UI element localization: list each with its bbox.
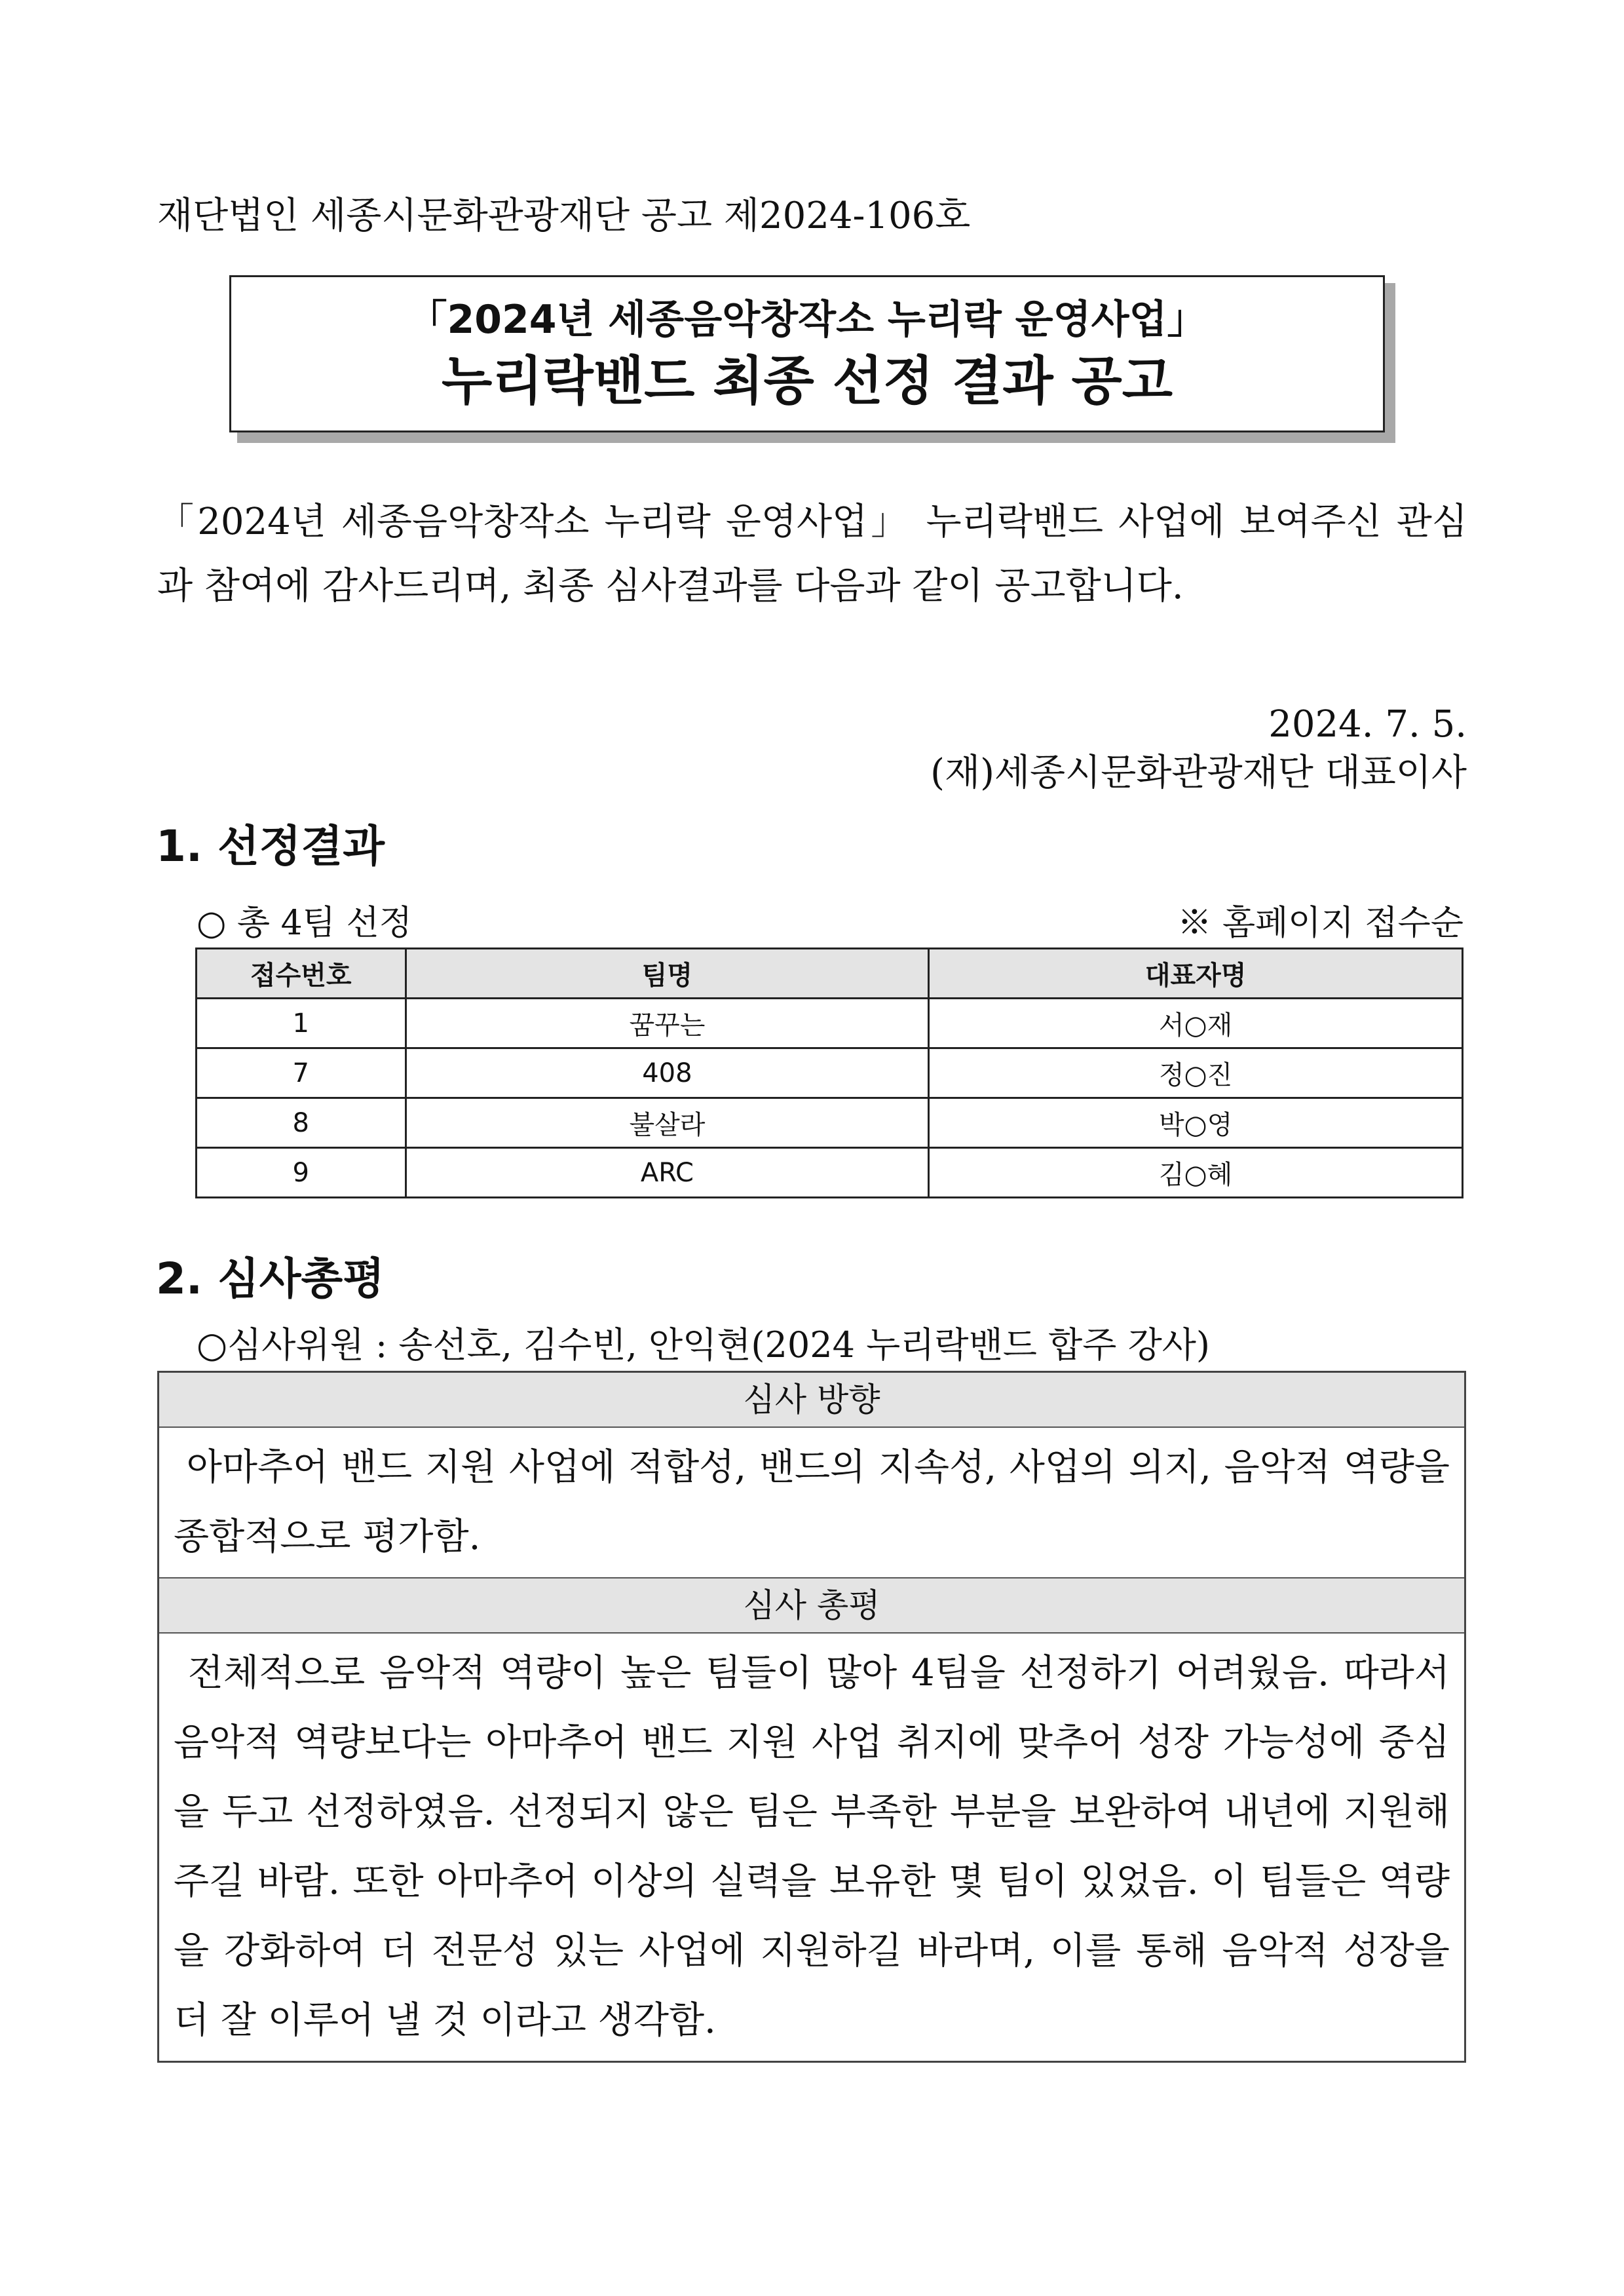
review-direction-heading: 심사 방향 <box>159 1373 1464 1428</box>
table-row <box>197 999 1463 1048</box>
cell-representative: 박○영 <box>929 1098 1463 1148</box>
section-1-title: 1. 선정결과 <box>156 821 385 871</box>
cell-representative: 서○재 <box>929 999 1463 1048</box>
section-2-title: 2. 심사총평 <box>156 1253 385 1304</box>
table-row <box>197 1098 1463 1148</box>
cell-representative: 정○진 <box>929 1048 1463 1098</box>
table-row <box>197 1048 1463 1098</box>
header-team-name: 팀명 <box>406 949 929 999</box>
notice-date: 2024. 7. 5. <box>1268 703 1467 746</box>
order-note: ※ 홈페이지 접수순 <box>1177 904 1463 943</box>
result-table <box>195 947 1463 1198</box>
cell-team-name: 꿈꾸는 <box>406 999 929 1048</box>
cell-receipt-number: 7 <box>197 1048 406 1098</box>
cell-representative: 김○혜 <box>929 1148 1463 1198</box>
cell-receipt-number: 8 <box>197 1098 406 1148</box>
cell-receipt-number: 9 <box>197 1148 406 1198</box>
review-summary-text <box>159 1634 1464 2061</box>
notice-issuer: (재)세종시문화관광재단 대표이사 <box>930 752 1467 794</box>
review-box <box>157 1371 1466 2063</box>
intro-paragraph: 「2024년 세종음악창작소 누리락 운영사업」 누리락밴드 사업에 보여주신 관심과 참여에 감사드리며, 최종 심사결과를 다음과 같이 공고합니다. <box>157 501 1467 607</box>
title-line-2: 누리락밴드 최종 선정 결과 공고 <box>441 351 1173 411</box>
table-row <box>197 1148 1463 1198</box>
review-summary-heading: 심사 총평 <box>159 1578 1464 1634</box>
review-summary-body: 전체적으로 음악적 역량이 높은 팀들이 많아 4팀을 선정하기 어려웠음. 따라서 음악적 역량보다는 아마추어 밴드 지원 사업 취지에 맞추어 성장 가능성에 중심을 두고 선정하였음. 선정되지 않은 팀은 부족한 부분을 보완하여 내년에 지원해주길 바람. 또한 아마추어 이상의 실력을 보유한 몇 팀이 있었음. 이 팀들은 역량을 강화하여 더 전문성 있는 사업에 지원하길 바라며, 이를 통해 음악적 성장을 더 잘 이루어 낼 것 이라고 생각함. <box>174 1652 1450 2042</box>
judges-line: ○심사위원 : 송선호, 김수빈, 안익현(2024 누리락밴드 합주 강사) <box>197 1324 1210 1366</box>
header-receipt-number: 접수번호 <box>197 949 406 999</box>
title-line-1: 「2024년 세종음악창작소 누리락 운영사업」 <box>407 297 1207 343</box>
header-representative: 대표자명 <box>929 949 1463 999</box>
notice-number: 재단법인 세종시문화관광재단 공고 제2024-106호 <box>157 195 971 237</box>
cell-team-name: ARC <box>406 1148 929 1198</box>
table-header-row <box>197 949 1463 999</box>
selection-count: ○ 총 4팀 선정 <box>197 904 412 943</box>
cell-receipt-number: 1 <box>197 999 406 1048</box>
cell-team-name: 408 <box>406 1048 929 1098</box>
review-direction-body: 아마추어 밴드 지원 사업에 적합성, 밴드의 지속성, 사업의 의지, 음악적 역량을 종합적으로 평가함. <box>174 1446 1450 1558</box>
review-direction-text <box>159 1428 1464 1578</box>
cell-team-name: 불살라 <box>406 1098 929 1148</box>
title-box <box>229 275 1385 432</box>
